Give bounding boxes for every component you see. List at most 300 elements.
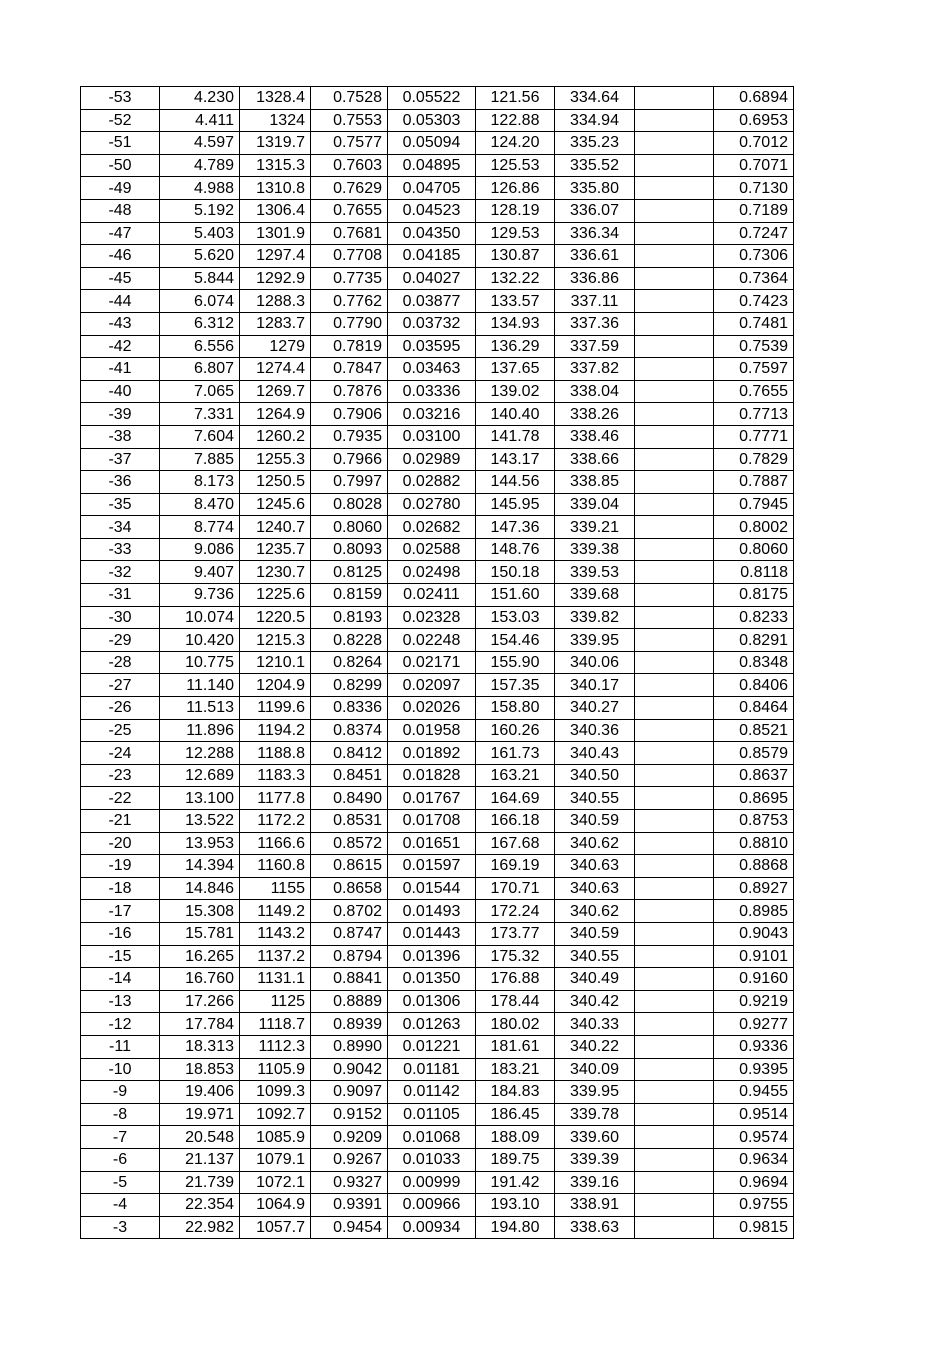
table-cell: 340.63	[555, 877, 635, 900]
table-cell: 336.61	[555, 245, 635, 268]
table-cell: 339.53	[555, 561, 635, 584]
table-cell: 178.44	[476, 990, 555, 1013]
table-cell: 1112.3	[240, 1035, 311, 1058]
table-cell: 0.01597	[388, 855, 476, 878]
table-cell: 0.01892	[388, 742, 476, 765]
table-cell: 143.17	[476, 448, 555, 471]
table-cell: 130.87	[476, 245, 555, 268]
table-cell: 0.8193	[311, 606, 388, 629]
table-cell: 1240.7	[240, 516, 311, 539]
table-cell: 6.312	[160, 312, 240, 335]
table-cell: 0.8291	[714, 629, 794, 652]
table-cell: 339.95	[555, 1081, 635, 1104]
table-cell: 166.18	[476, 810, 555, 833]
table-cell: 0.01544	[388, 877, 476, 900]
table-cell: 16.760	[160, 968, 240, 991]
table-cell	[635, 1216, 714, 1239]
table-cell: 339.68	[555, 584, 635, 607]
table-cell: 4.230	[160, 87, 240, 110]
table-cell: 0.8579	[714, 742, 794, 765]
table-cell: 0.8118	[714, 561, 794, 584]
table-cell: 0.9277	[714, 1013, 794, 1036]
table-cell: 10.074	[160, 606, 240, 629]
table-cell: 1235.7	[240, 538, 311, 561]
table-cell: 0.9395	[714, 1058, 794, 1081]
table-cell	[635, 787, 714, 810]
table-cell: 0.01651	[388, 832, 476, 855]
table-cell: 8.173	[160, 471, 240, 494]
table-cell: 1099.3	[240, 1081, 311, 1104]
table-cell: 18.853	[160, 1058, 240, 1081]
table-cell: 19.971	[160, 1103, 240, 1126]
table-row	[81, 245, 794, 268]
table-cell	[635, 290, 714, 313]
table-cell: 148.76	[476, 538, 555, 561]
table-cell: 339.38	[555, 538, 635, 561]
table-cell: 150.18	[476, 561, 555, 584]
table-row	[81, 651, 794, 674]
table-cell: 189.75	[476, 1148, 555, 1171]
table-cell: 181.61	[476, 1035, 555, 1058]
table-cell: 336.07	[555, 199, 635, 222]
table-cell: 336.86	[555, 267, 635, 290]
table-cell: 126.86	[476, 177, 555, 200]
table-cell: 340.62	[555, 900, 635, 923]
table-cell: 10.420	[160, 629, 240, 652]
table-cell: 0.05094	[388, 132, 476, 155]
table-row	[81, 968, 794, 991]
table-cell: 145.95	[476, 493, 555, 516]
table-cell: 0.02026	[388, 697, 476, 720]
table-cell: 0.7655	[714, 380, 794, 403]
table-row	[81, 922, 794, 945]
table-cell: 0.9514	[714, 1103, 794, 1126]
table-cell: 8.470	[160, 493, 240, 516]
table-cell: 6.556	[160, 335, 240, 358]
table-cell: 7.331	[160, 403, 240, 426]
table-cell: 1177.8	[240, 787, 311, 810]
table-cell: 340.49	[555, 968, 635, 991]
table-cell: 1155	[240, 877, 311, 900]
table-cell: 172.24	[476, 900, 555, 923]
table-cell: 4.789	[160, 154, 240, 177]
table-cell: -5	[81, 1171, 160, 1194]
table-cell: 1149.2	[240, 900, 311, 923]
table-cell: -31	[81, 584, 160, 607]
table-cell: -7	[81, 1126, 160, 1149]
table-cell: 340.63	[555, 855, 635, 878]
table-cell: -42	[81, 335, 160, 358]
table-cell: 20.548	[160, 1126, 240, 1149]
table-row	[81, 493, 794, 516]
table-cell: 5.192	[160, 199, 240, 222]
table-cell: 1324	[240, 109, 311, 132]
table-cell: -33	[81, 538, 160, 561]
table-cell: 0.7603	[311, 154, 388, 177]
table-cell: 0.8490	[311, 787, 388, 810]
table-cell: 0.7681	[311, 222, 388, 245]
table-cell: 1183.3	[240, 764, 311, 787]
table-cell: -32	[81, 561, 160, 584]
table-cell	[635, 810, 714, 833]
table-cell: 1225.6	[240, 584, 311, 607]
table-cell: 1269.7	[240, 380, 311, 403]
table-cell: 136.29	[476, 335, 555, 358]
table-row	[81, 425, 794, 448]
table-row	[81, 1126, 794, 1149]
table-cell: -53	[81, 87, 160, 110]
table-cell: 167.68	[476, 832, 555, 855]
table-cell: 0.8002	[714, 516, 794, 539]
table-cell: 0.8841	[311, 968, 388, 991]
table-cell: 0.7708	[311, 245, 388, 268]
table-cell: 337.59	[555, 335, 635, 358]
data-table	[80, 86, 794, 1239]
table-row	[81, 87, 794, 110]
table-cell: 0.01443	[388, 922, 476, 945]
table-cell: 14.846	[160, 877, 240, 900]
table-cell: -40	[81, 380, 160, 403]
table-cell: 0.02780	[388, 493, 476, 516]
table-cell: 0.03595	[388, 335, 476, 358]
table-cell: 173.77	[476, 922, 555, 945]
table-cell	[635, 629, 714, 652]
table-cell: -6	[81, 1148, 160, 1171]
table-cell	[635, 1148, 714, 1171]
table-cell	[635, 109, 714, 132]
table-cell: 12.689	[160, 764, 240, 787]
table-cell: 0.8753	[714, 810, 794, 833]
table-cell: -45	[81, 267, 160, 290]
table-cell: 194.80	[476, 1216, 555, 1239]
table-cell: 0.9391	[311, 1194, 388, 1217]
table-cell: 334.94	[555, 109, 635, 132]
table-row	[81, 1035, 794, 1058]
table-cell: 4.988	[160, 177, 240, 200]
table-cell: 334.64	[555, 87, 635, 110]
table-cell	[635, 719, 714, 742]
table-cell: 0.8028	[311, 493, 388, 516]
table-row	[81, 1216, 794, 1239]
table-cell: 0.00934	[388, 1216, 476, 1239]
table-cell: 0.8093	[311, 538, 388, 561]
table-cell: 1264.9	[240, 403, 311, 426]
table-cell: 0.7577	[311, 132, 388, 155]
table-cell: 124.20	[476, 132, 555, 155]
table-cell: -24	[81, 742, 160, 765]
table-cell: 337.36	[555, 312, 635, 335]
table-cell: 339.04	[555, 493, 635, 516]
table-cell: 193.10	[476, 1194, 555, 1217]
table-cell: -18	[81, 877, 160, 900]
table-cell: 0.04705	[388, 177, 476, 200]
table-cell: 0.7771	[714, 425, 794, 448]
table-cell: 169.19	[476, 855, 555, 878]
table-row	[81, 516, 794, 539]
table-cell: 0.01396	[388, 945, 476, 968]
table-cell: 147.36	[476, 516, 555, 539]
table-cell: 134.93	[476, 312, 555, 335]
table-cell: 0.8159	[311, 584, 388, 607]
table-cell	[635, 877, 714, 900]
table-cell	[635, 1103, 714, 1126]
table-cell: 0.8658	[311, 877, 388, 900]
table-cell	[635, 358, 714, 381]
table-row	[81, 855, 794, 878]
table-cell: -27	[81, 674, 160, 697]
table-cell: 161.73	[476, 742, 555, 765]
table-cell: 19.406	[160, 1081, 240, 1104]
table-cell: 1160.8	[240, 855, 311, 878]
table-cell: -36	[81, 471, 160, 494]
table-cell: -12	[81, 1013, 160, 1036]
table-cell: -52	[81, 109, 160, 132]
table-cell: 176.88	[476, 968, 555, 991]
table-cell: 338.91	[555, 1194, 635, 1217]
table-cell: 5.403	[160, 222, 240, 245]
table-cell: 0.8747	[311, 922, 388, 945]
table-cell: 1057.7	[240, 1216, 311, 1239]
table-cell	[635, 651, 714, 674]
table-cell: -28	[81, 651, 160, 674]
table-cell: -9	[81, 1081, 160, 1104]
table-cell: -30	[81, 606, 160, 629]
table-cell: 1143.2	[240, 922, 311, 945]
table-cell: 0.9097	[311, 1081, 388, 1104]
table-cell: 17.784	[160, 1013, 240, 1036]
table-cell: 339.78	[555, 1103, 635, 1126]
table-cell: 18.313	[160, 1035, 240, 1058]
table-cell: 340.55	[555, 787, 635, 810]
table-cell	[635, 245, 714, 268]
table-row	[81, 448, 794, 471]
table-cell: -50	[81, 154, 160, 177]
table-cell	[635, 855, 714, 878]
table-row	[81, 697, 794, 720]
table-row	[81, 335, 794, 358]
table-cell: -11	[81, 1035, 160, 1058]
table-cell: -22	[81, 787, 160, 810]
table-cell: 340.17	[555, 674, 635, 697]
table-cell: 340.50	[555, 764, 635, 787]
table-cell: 0.7189	[714, 199, 794, 222]
table-cell: 21.137	[160, 1148, 240, 1171]
table-cell: 0.7876	[311, 380, 388, 403]
table-cell: 5.844	[160, 267, 240, 290]
table-cell: 0.7364	[714, 267, 794, 290]
table-cell: 13.100	[160, 787, 240, 810]
table-cell: 4.411	[160, 109, 240, 132]
table-cell: 0.02171	[388, 651, 476, 674]
table-row	[81, 1013, 794, 1036]
table-cell: 0.7966	[311, 448, 388, 471]
table-cell: 0.03732	[388, 312, 476, 335]
table-cell: 153.03	[476, 606, 555, 629]
table-cell: 1255.3	[240, 448, 311, 471]
table-cell: 0.8264	[311, 651, 388, 674]
table-cell	[635, 1013, 714, 1036]
table-cell: 0.7790	[311, 312, 388, 335]
table-cell: 1230.7	[240, 561, 311, 584]
table-row	[81, 1148, 794, 1171]
table-row	[81, 538, 794, 561]
table-cell: 335.23	[555, 132, 635, 155]
table-cell: 0.9209	[311, 1126, 388, 1149]
table-cell: 0.7629	[311, 177, 388, 200]
table-cell: 0.7012	[714, 132, 794, 155]
table-cell: -3	[81, 1216, 160, 1239]
table-cell: 0.7528	[311, 87, 388, 110]
table-cell: 339.95	[555, 629, 635, 652]
table-cell: 7.885	[160, 448, 240, 471]
table-cell: -46	[81, 245, 160, 268]
table-cell: -25	[81, 719, 160, 742]
table-cell: 0.01263	[388, 1013, 476, 1036]
table-cell: 191.42	[476, 1171, 555, 1194]
table-cell: 0.01142	[388, 1081, 476, 1104]
table-cell: 337.11	[555, 290, 635, 313]
table-cell: 0.6953	[714, 109, 794, 132]
table-cell: -29	[81, 629, 160, 652]
table-cell: 1260.2	[240, 425, 311, 448]
table-cell: 0.03100	[388, 425, 476, 448]
table-cell: 1292.9	[240, 267, 311, 290]
table-row	[81, 742, 794, 765]
table-cell: 0.8406	[714, 674, 794, 697]
table-cell: 0.9574	[714, 1126, 794, 1149]
table-cell: -44	[81, 290, 160, 313]
table-cell: 0.02097	[388, 674, 476, 697]
table-row	[81, 584, 794, 607]
table-cell: 0.7423	[714, 290, 794, 313]
table-cell: -23	[81, 764, 160, 787]
table-cell: 339.39	[555, 1148, 635, 1171]
table-cell: 0.8615	[311, 855, 388, 878]
table-cell: 0.7829	[714, 448, 794, 471]
table-cell: 340.36	[555, 719, 635, 742]
table-cell	[635, 335, 714, 358]
table-row	[81, 990, 794, 1013]
table-cell: 0.8531	[311, 810, 388, 833]
table-cell: 0.05522	[388, 87, 476, 110]
table-cell: 11.513	[160, 697, 240, 720]
table-cell: 0.8228	[311, 629, 388, 652]
table-cell: 164.69	[476, 787, 555, 810]
table-cell: -37	[81, 448, 160, 471]
table-cell: 0.01350	[388, 968, 476, 991]
table-cell: 0.7713	[714, 403, 794, 426]
table-cell: 340.33	[555, 1013, 635, 1036]
table-cell: 0.8695	[714, 787, 794, 810]
table-cell: 16.265	[160, 945, 240, 968]
table-cell: 183.21	[476, 1058, 555, 1081]
table-cell: 339.60	[555, 1126, 635, 1149]
table-cell: 0.8927	[714, 877, 794, 900]
table-cell: 0.7655	[311, 199, 388, 222]
table-cell: 1199.6	[240, 697, 311, 720]
table-cell: 0.01767	[388, 787, 476, 810]
table-cell: -15	[81, 945, 160, 968]
table-cell: 0.02498	[388, 561, 476, 584]
table-cell	[635, 199, 714, 222]
table-cell: 0.8868	[714, 855, 794, 878]
table-cell: 9.086	[160, 538, 240, 561]
table-cell: 140.40	[476, 403, 555, 426]
table-cell: 0.03336	[388, 380, 476, 403]
table-cell: 1137.2	[240, 945, 311, 968]
table-cell: 1310.8	[240, 177, 311, 200]
table-cell: 1306.4	[240, 199, 311, 222]
table-cell: 125.53	[476, 154, 555, 177]
table-cell: 7.065	[160, 380, 240, 403]
table-cell: 0.7735	[311, 267, 388, 290]
table-cell: -34	[81, 516, 160, 539]
table-cell: 13.953	[160, 832, 240, 855]
table-cell: 340.09	[555, 1058, 635, 1081]
table-cell: 0.7539	[714, 335, 794, 358]
table-cell: 340.43	[555, 742, 635, 765]
table-cell: 340.55	[555, 945, 635, 968]
table-cell: 0.8637	[714, 764, 794, 787]
table-cell: 137.65	[476, 358, 555, 381]
table-cell: 0.8336	[311, 697, 388, 720]
table-cell: 0.7130	[714, 177, 794, 200]
table-cell: 128.19	[476, 199, 555, 222]
table-cell: 0.8702	[311, 900, 388, 923]
table-cell: 338.26	[555, 403, 635, 426]
table-row	[81, 877, 794, 900]
table-cell: 1166.6	[240, 832, 311, 855]
table-row	[81, 132, 794, 155]
table-cell: -49	[81, 177, 160, 200]
table-row	[81, 199, 794, 222]
table-cell: 0.7762	[311, 290, 388, 313]
table-cell: 0.9454	[311, 1216, 388, 1239]
table-cell: 6.807	[160, 358, 240, 381]
table-cell: 340.59	[555, 922, 635, 945]
table-cell: 0.02989	[388, 448, 476, 471]
table-cell: 0.7247	[714, 222, 794, 245]
table-cell: 0.9455	[714, 1081, 794, 1104]
table-cell: -21	[81, 810, 160, 833]
table-cell: 0.02588	[388, 538, 476, 561]
table-row	[81, 719, 794, 742]
table-cell: 14.394	[160, 855, 240, 878]
table-cell	[635, 403, 714, 426]
table-cell: 0.8521	[714, 719, 794, 742]
table-cell: 0.01033	[388, 1148, 476, 1171]
table-cell: 0.8464	[714, 697, 794, 720]
table-cell: 0.8990	[311, 1035, 388, 1058]
table-cell: 1105.9	[240, 1058, 311, 1081]
table-cell: 0.8175	[714, 584, 794, 607]
table-cell: 0.01828	[388, 764, 476, 787]
table-cell: 0.03216	[388, 403, 476, 426]
table-cell: 188.09	[476, 1126, 555, 1149]
table-cell	[635, 674, 714, 697]
table-cell: 0.8572	[311, 832, 388, 855]
table-cell: 11.140	[160, 674, 240, 697]
table-row	[81, 832, 794, 855]
table-cell: 0.01958	[388, 719, 476, 742]
table-cell: 1125	[240, 990, 311, 1013]
table-cell: 0.8060	[311, 516, 388, 539]
table-cell: 0.8810	[714, 832, 794, 855]
table-cell: 0.02328	[388, 606, 476, 629]
table-cell: 5.620	[160, 245, 240, 268]
table-cell: 0.8060	[714, 538, 794, 561]
table-row	[81, 1171, 794, 1194]
